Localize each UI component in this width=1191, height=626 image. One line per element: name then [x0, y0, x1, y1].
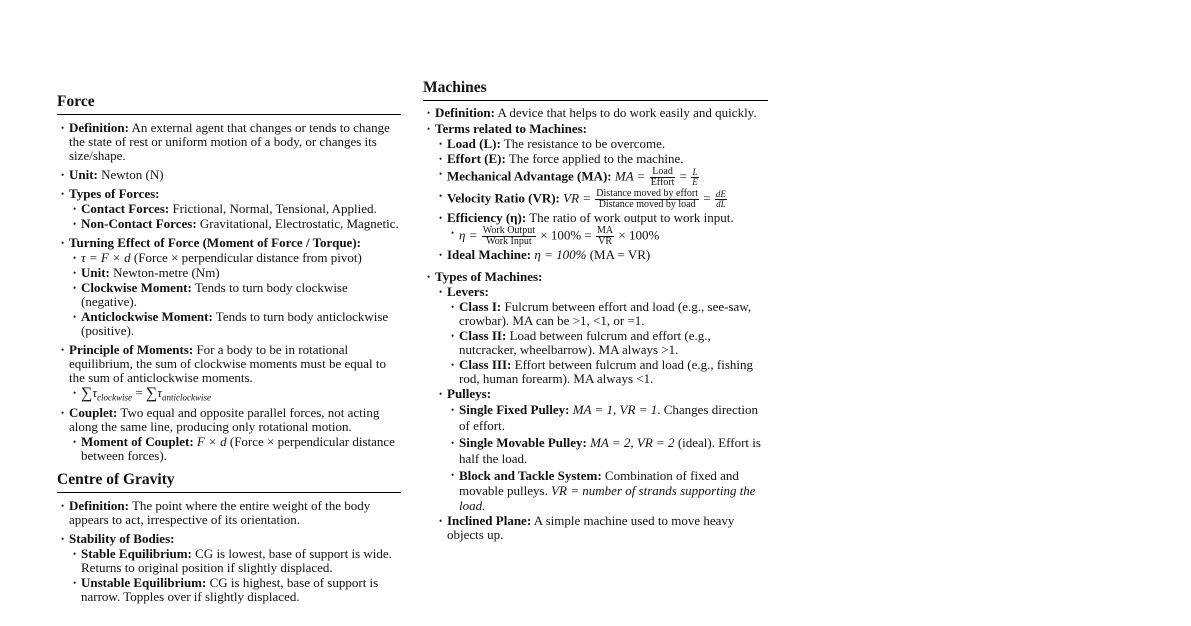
tau-symbol-2: τ	[157, 385, 162, 400]
load-label: Load (L):	[447, 136, 501, 151]
force-types-label: Types of Forces:	[69, 186, 160, 201]
torque-formula-math: τ = F × d	[81, 250, 131, 265]
sum-sign-1: ∑	[81, 385, 93, 402]
lever-class-2	[447, 329, 768, 357]
anticlockwise-moment-label: Anticlockwise Moment:	[81, 309, 213, 324]
levers-label: Levers:	[447, 284, 489, 299]
ma-denominator: Effort	[650, 177, 675, 188]
force-definition	[57, 121, 401, 163]
principle-text: For a body to be in rotational equilibrium, the sum of clockwise moments must be equal to the sum of anticlockwise moments.	[69, 342, 387, 385]
fixed-formula: MA = 1, VR = 1	[572, 402, 658, 417]
efficiency-formula	[447, 226, 768, 247]
turning-effect-label: Turning Effect of Force (Moment of Force / Torque):	[69, 235, 361, 250]
pulleys-label: Pulleys:	[447, 386, 492, 401]
vr-fraction-short	[715, 190, 727, 209]
lever-class-3	[447, 358, 768, 386]
moments-equation	[69, 386, 401, 401]
sub-clockwise: clockwise	[97, 392, 133, 403]
machine-terms-label: Terms related to Machines:	[435, 121, 588, 136]
vr-fraction	[595, 189, 699, 210]
machine-terms	[423, 122, 768, 262]
class3-text: Effort between fulcrum and load (e.g., fishing rod, human forearm). MA always <1.	[459, 357, 754, 386]
equals-sign: =	[132, 385, 146, 400]
eta-fraction-2	[596, 226, 614, 247]
vr-denominator-short: dL	[716, 199, 726, 209]
clockwise-moment-label: Clockwise Moment:	[81, 280, 192, 295]
term-mechanical-advantage	[435, 167, 768, 188]
efficiency-label: Efficiency (η):	[447, 210, 527, 225]
unstable-text: CG is highest, base of support is narrow. Topples over if slightly displaced.	[81, 575, 379, 604]
machine-types	[423, 270, 768, 542]
moc-note: (Force × perpendicular distance between forces).	[81, 434, 395, 463]
machine-definition-text: A device that helps to do work easily and quickly.	[494, 105, 757, 120]
class2-text: Load between fulcrum and effort (e.g., nutcracker, wheelbarrow). MA always >1.	[459, 328, 711, 357]
term-velocity-ratio	[435, 189, 768, 210]
moc-formula: F × d	[196, 434, 227, 449]
section-title-centre-of-gravity: Centre of Gravity	[57, 471, 401, 493]
anticlockwise-moment	[69, 310, 401, 338]
effort-label: Effort (E):	[447, 151, 506, 166]
eta-denominator: Work Input	[486, 236, 532, 247]
movable-label: Single Movable Pulley:	[459, 435, 587, 450]
left-column	[57, 93, 401, 609]
cg-definition	[57, 499, 401, 527]
contact-forces-text: Frictional, Normal, Tensional, Applied.	[169, 201, 377, 216]
stability-label: Stability of Bodies:	[69, 531, 175, 546]
vr-numerator-short: dE	[715, 189, 726, 199]
force-unit-text: Newton (N)	[97, 167, 164, 182]
right-column	[423, 79, 768, 547]
tackle-text: Combination of fixed and movable pulleys.	[459, 468, 739, 498]
class1-text: Fulcrum between effort and load (e.g., see-saw, crowbar). MA can be >1, <1, or =1.	[459, 299, 752, 328]
moc-label: Moment of Couplet:	[81, 434, 194, 449]
cg-definition-text: The point where the entire weight of the body appears to act, irrespective of its orientation.	[69, 498, 371, 527]
unstable-equilibrium	[69, 576, 401, 604]
ideal-formula: η = 100%	[534, 247, 587, 262]
stable-text: CG is lowest, base of support is wide. Returns to original position if slightly displaced.	[81, 546, 392, 575]
eta-numerator-2: MA	[596, 225, 614, 236]
eta-end: × 100%	[615, 227, 660, 243]
stable-equilibrium	[69, 547, 401, 575]
clockwise-moment-text: Tends to turn body clockwise (negative).	[81, 280, 348, 309]
turning-effect	[57, 236, 401, 338]
fixed-text: . Changes direction of effort.	[459, 402, 758, 433]
tau-symbol-1: τ	[92, 385, 98, 400]
stable-label: Stable Equilibrium:	[81, 546, 192, 561]
class3-label: Class III:	[459, 357, 512, 372]
unstable-label: Unstable Equilibrium:	[81, 575, 207, 590]
ma-numerator-short: L	[692, 167, 698, 177]
term-efficiency	[435, 211, 768, 247]
ma-equals: =	[676, 168, 691, 184]
sub-anticlockwise: anticlockwise	[161, 392, 211, 403]
vr-numerator: Distance moved by effort	[596, 188, 699, 199]
moment-unit-text: Newton-metre (Nm)	[109, 265, 220, 280]
load-text: The resistance to be overcome.	[500, 136, 666, 151]
gravity-list	[57, 499, 401, 604]
section-title-force: Force	[57, 93, 401, 115]
ideal-label: Ideal Machine:	[447, 247, 532, 262]
contact-forces	[69, 202, 401, 216]
pulley-block-tackle	[447, 468, 768, 513]
stability-of-bodies	[57, 532, 401, 604]
ma-label: Mechanical Advantage (MA):	[447, 168, 612, 184]
vr-equals: =	[700, 190, 714, 206]
eta-denominator-2: VR	[598, 236, 612, 247]
clockwise-moment	[69, 281, 401, 309]
ma-denominator-short: E	[692, 177, 698, 187]
machine-types-label: Types of Machines:	[435, 269, 543, 284]
pulley-fixed	[447, 402, 768, 434]
force-unit-label: Unit:	[69, 167, 98, 182]
couplet-label: Couplet:	[69, 405, 118, 420]
ma-numerator: Load	[650, 167, 676, 178]
movable-text: (ideal). Effort is half the load.	[459, 435, 761, 466]
pulley-movable	[447, 435, 768, 467]
force-list	[57, 121, 401, 463]
sum-sign-2: ∑	[145, 385, 158, 402]
machines-list	[423, 106, 768, 542]
moment-unit	[69, 266, 401, 280]
torque-formula-note: (Force × perpendicular distance from pivot)	[130, 250, 362, 265]
moment-unit-label: Unit:	[81, 265, 110, 280]
principle-of-moments	[57, 343, 401, 401]
levers	[435, 285, 768, 386]
couplet	[57, 406, 401, 463]
ma-fraction	[650, 167, 676, 188]
anticlockwise-moment-text: Tends to turn body anticlockwise (positive).	[81, 309, 389, 338]
efficiency-text: The ratio of work output to work input.	[526, 210, 734, 225]
machine-definition-label: Definition:	[435, 105, 495, 120]
fixed-label: Single Fixed Pulley:	[459, 402, 570, 417]
section-title-machines: Machines	[423, 79, 768, 101]
term-ideal-machine	[435, 248, 768, 262]
lever-class-1	[447, 300, 768, 328]
eta-numerator: Work Output	[482, 225, 535, 236]
tackle-formula: VR = number of strands supporting the load.	[459, 483, 756, 513]
pulleys	[435, 387, 768, 513]
force-types	[57, 187, 401, 231]
force-definition-label: Definition:	[69, 120, 129, 135]
noncontact-forces-label: Non-Contact Forces:	[81, 216, 197, 231]
noncontact-forces-text: Gravitational, Electrostatic, Magnetic.	[196, 216, 399, 231]
inclined-plane	[435, 514, 768, 542]
vr-denominator: Distance moved by load	[598, 199, 696, 210]
ma-fraction-short	[691, 168, 699, 187]
movable-formula: MA = 2, VR = 2	[590, 435, 675, 450]
moment-of-couplet	[69, 435, 401, 463]
ma-lhs: MA =	[614, 168, 646, 184]
ideal-text: (MA = VR)	[586, 247, 651, 262]
tackle-label: Block and Tackle System:	[459, 468, 602, 483]
torque-formula	[69, 251, 401, 265]
class2-label: Class II:	[459, 328, 507, 343]
force-definition-text: An external agent that changes or tends to change the state of rest or uniform motion of a body, or changes its size/shape.	[69, 120, 390, 163]
cg-definition-label: Definition:	[69, 498, 129, 513]
eta-lhs: η =	[459, 227, 478, 243]
vr-label: Velocity Ratio (VR):	[447, 190, 560, 206]
principle-label: Principle of Moments:	[69, 342, 194, 357]
force-unit	[57, 168, 401, 182]
machine-definition	[423, 106, 768, 120]
vr-lhs: VR =	[563, 190, 592, 206]
inclined-text: A simple machine used to move heavy objects up.	[447, 513, 735, 542]
eta-fraction	[482, 226, 536, 247]
term-effort	[435, 152, 768, 166]
couplet-text: Two equal and opposite parallel forces, not acting along the same line, producing only rotational motion.	[69, 405, 380, 434]
contact-forces-label: Contact Forces:	[81, 201, 170, 216]
inclined-label: Inclined Plane:	[447, 513, 532, 528]
class1-label: Class I:	[459, 299, 502, 314]
term-load	[435, 137, 768, 151]
eta-middle: × 100% =	[536, 227, 595, 243]
noncontact-forces	[69, 217, 401, 231]
effort-text: The force applied to the machine.	[505, 151, 684, 166]
